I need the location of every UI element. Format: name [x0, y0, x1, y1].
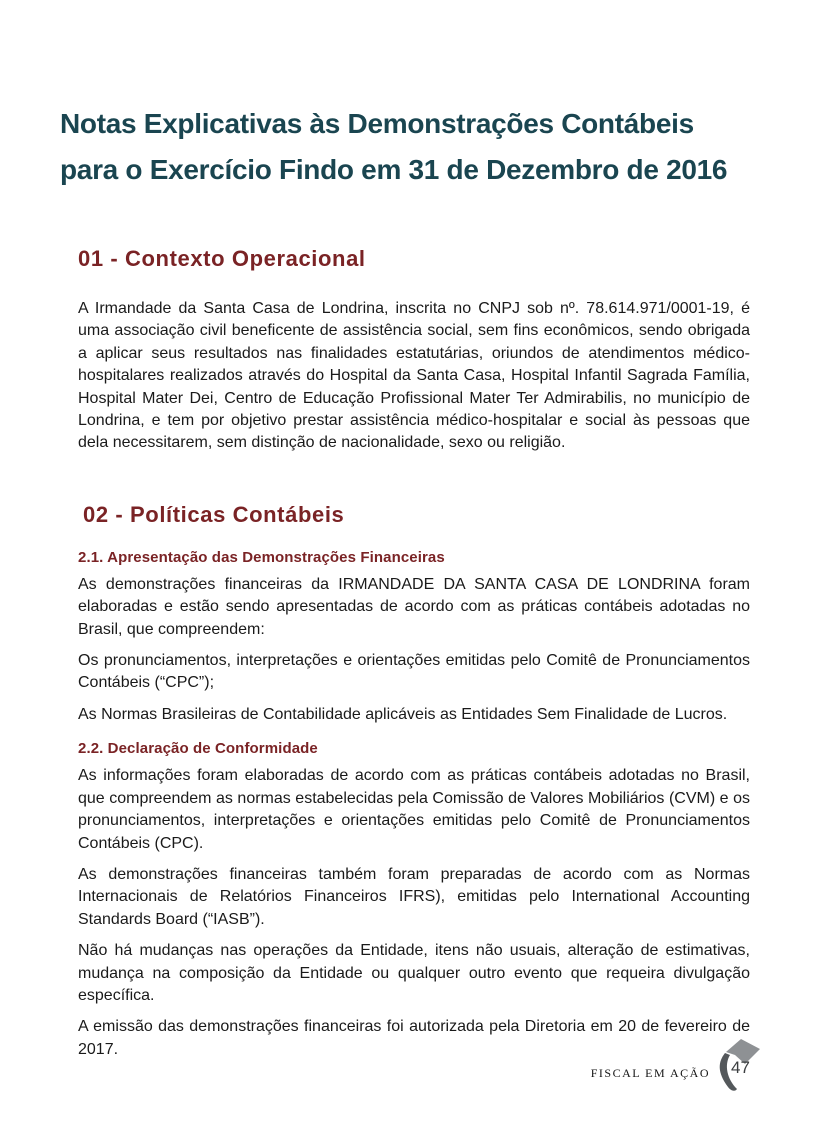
paragraph: Não há mudanças nas operações da Entidade, itens não usuais, alteração de estimativas, mudança na composição da Entidade ou qualquer outro evento que requeira divulgação específica.: [78, 942, 750, 1004]
document-body: [78, 246, 750, 1070]
footer: [591, 1036, 764, 1094]
paragraph: A emissão das demonstrações financeiras foi autorizada pela Diretoria em 20 de fevereiro de 2017.: [78, 1018, 750, 1058]
paragraph: A Irmandade da Santa Casa de Londrina, inscrita no CNPJ sob nº. 78.614.971/0001-19, é uma associação civil beneficente de assistência social, sem fins econômicos, sendo obrigada a aplicar seus resultados nas finalidades estatutárias, oriundos de atendimentos médico-hospitalares realizados através do Hospital da Santa Casa, Hospital Infantil Sagrada Família, Hospital Mater Dei, Centro de Educação Profissional Mater Ter Admirabilis, no município de Londrina, e tem por objetivo prestar assistência médico-hospitalar e social às pessoas que dela necessitarem, sem distinção de nacionalidade, sexo ou religião.: [78, 300, 750, 452]
brand-logo-text: FISCAL EM AÇÃO: [590, 1065, 710, 1080]
section-heading-politicas-contabeis: 02 - Políticas Contábeis: [83, 501, 345, 527]
paragraph: As Normas Brasileiras de Contabilidade aplicáveis as Entidades Sem Finalidade de Lucros.: [78, 705, 728, 723]
paragraph: As demonstrações financeiras da IRMANDADE DA SANTA CASA DE LONDRINA foram elaboradas e estão sendo apresentadas de acordo com as práticas contábeis adotadas no Brasil, que compreendem:: [78, 575, 750, 638]
subsection-heading-2-1: 2.1. Apresentação das Demonstrações Financeiras: [78, 548, 445, 566]
paragraph: Os pronunciamentos, interpretações e orientações emitidas pelo Comitê de Pronunciamentos Contábeis (“CPC”);: [78, 652, 750, 692]
paragraph: As informações foram elaboradas de acordo com as práticas contábeis adotadas no Brasil, que compreendem as normas estabelecidas pela Comissão de Valores Mobiliários (CVM) e os pronunciamentos, interpretações e orientações emitidas pelo Comitê de Pronunciamentos Contábeis (CPC).: [78, 767, 750, 852]
page-title: [60, 101, 776, 193]
page-number: 47: [731, 1058, 750, 1077]
paragraph: As demonstrações financeiras também foram preparadas de acordo com as Normas Internacionais de Relatórios Financeiros IFRS), emitidas pelo International Accounting Standards Board (“IASB”).: [78, 865, 750, 928]
ribbon-swoosh-icon: [716, 1036, 764, 1094]
page-title-line2: para o Exercício Findo em 31 de Dezembro de 2016: [60, 153, 728, 185]
subsection-heading-2-2: 2.2. Declaração de Conformidade: [78, 740, 318, 758]
section-heading-contexto-operacional: 01 - Contexto Operacional: [78, 246, 366, 271]
page-title-line1: Notas Explicativas às Demonstrações Contábeis: [60, 107, 694, 139]
